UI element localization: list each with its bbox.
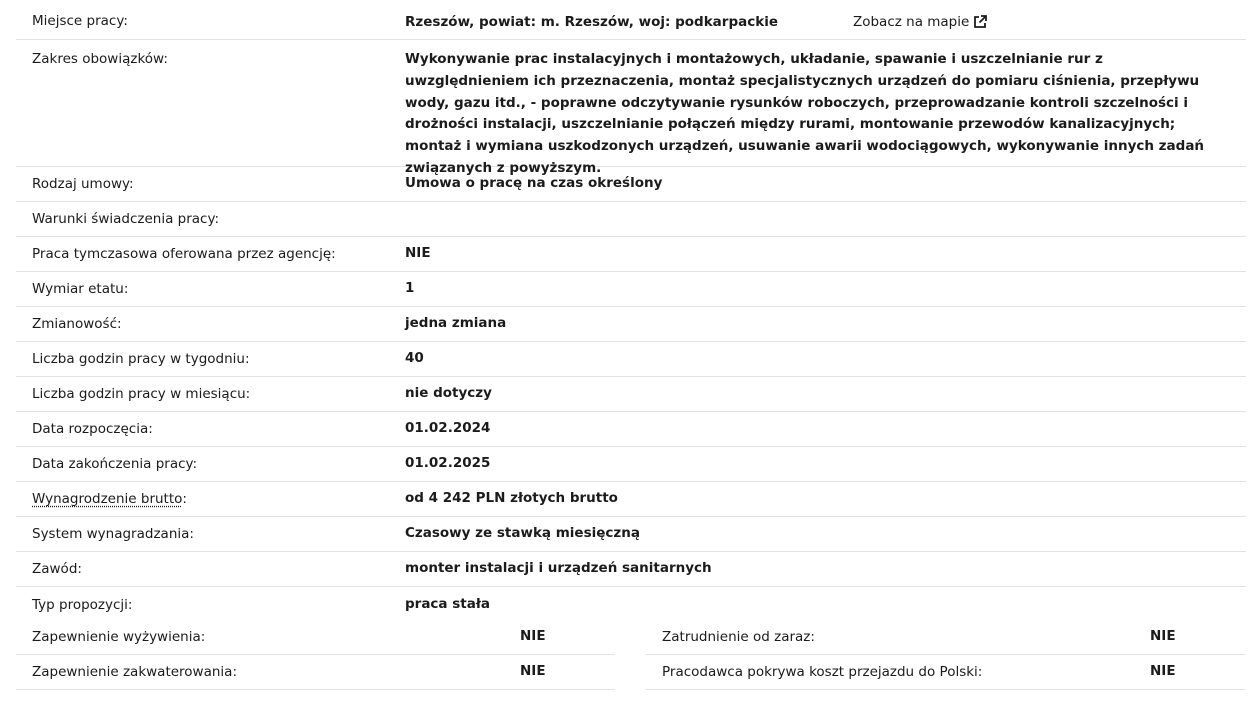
row-value: NIE	[405, 245, 431, 262]
row-value: 1	[405, 280, 415, 297]
row-label: Zatrudnienie od zaraz:	[662, 629, 815, 645]
row-label: Data rozpoczęcia:	[32, 421, 153, 437]
row-label: Pracodawca pokrywa koszt przejazdu do Polski:	[662, 664, 983, 680]
row-value: Czasowy ze stawką miesięczną	[405, 525, 640, 542]
row-value: od 4 242 PLN złotych brutto	[405, 490, 618, 507]
row-hours-month	[16, 377, 1246, 412]
location-value: Rzeszów, powiat: m. Rzeszów, woj: podkarpackie	[405, 14, 778, 30]
salary-tooltip-term[interactable]: Wynagrodzenie brutto	[32, 491, 183, 507]
row-agency	[16, 237, 1246, 272]
row-value: 01.02.2024	[405, 420, 491, 437]
row-label: Data zakończenia pracy:	[32, 456, 198, 472]
row-value: NIE	[520, 628, 546, 645]
row-value: NIE	[520, 663, 546, 680]
row-contract-type	[16, 167, 1246, 202]
map-link-label: Zobacz na mapie	[852, 14, 970, 30]
row-location	[16, 0, 1246, 40]
row-value: NIE	[1150, 628, 1176, 645]
map-link[interactable]	[853, 12, 987, 32]
row-immediate-hire	[646, 620, 1245, 655]
row-label: Zapewnienie zakwaterowania:	[32, 664, 237, 680]
row-value: 40	[405, 350, 424, 367]
benefits-left-column	[16, 620, 615, 690]
row-value: praca stała	[405, 595, 490, 612]
row-end-date	[16, 447, 1246, 482]
external-link-icon	[973, 15, 987, 29]
row-label	[16, 489, 405, 509]
row-work-conditions	[16, 202, 1246, 237]
row-label: Wymiar etatu:	[32, 281, 129, 297]
row-shifts	[16, 307, 1246, 342]
row-pay-system	[16, 517, 1246, 552]
row-label: Typ propozycji:	[32, 596, 133, 613]
row-meals	[16, 620, 615, 655]
row-label: System wynagradzania:	[32, 526, 194, 542]
benefits-right-column	[646, 620, 1245, 690]
row-label: Liczba godzin pracy w miesiącu:	[32, 386, 251, 402]
row-value: nie dotyczy	[405, 385, 492, 402]
row-hours-week	[16, 342, 1246, 377]
row-travel-cost	[646, 655, 1245, 690]
job-details-table	[16, 0, 1246, 622]
benefits-section	[16, 620, 1246, 690]
row-salary	[16, 482, 1246, 517]
row-label: Praca tymczasowa oferowana przez agencję:	[32, 246, 336, 262]
row-value: jedna zmiana	[405, 315, 507, 332]
row-value	[405, 11, 1246, 32]
row-value: 01.02.2025	[405, 455, 491, 472]
row-value: NIE	[1150, 663, 1176, 680]
row-duties	[16, 40, 1246, 176]
row-offer-type	[16, 587, 1246, 622]
row-value: Umowa o pracę na czas określony	[405, 175, 663, 192]
row-label: Zmianowość:	[32, 316, 122, 332]
row-label: Miejsce pracy:	[32, 13, 128, 29]
row-fte	[16, 272, 1246, 307]
row-label: Warunki świadczenia pracy:	[32, 211, 220, 227]
row-accommodation	[16, 655, 615, 690]
row-value: monter instalacji i urządzeń sanitarnych	[405, 560, 712, 577]
label-colon: :	[182, 491, 187, 507]
row-label: Zapewnienie wyżywienia:	[32, 629, 206, 645]
row-label: Zakres obowiązków:	[32, 51, 168, 67]
row-label: Rodzaj umowy:	[32, 176, 134, 192]
row-label: Zawód:	[32, 561, 82, 577]
row-value: Wykonywanie prac instalacyjnych i montażowych, układanie, spawanie i uszczelnianie rur z uwzględnieniem ich przeznaczenia, montaż specjalistycznych urządzeń do pomiaru ciśnienia, przepływu wody, gazu itd., - poprawne odczytywanie rysunków roboczych, przeprowadzanie kontroli szczelności i drożności instalacji, uszczelnianie połączeń między rurami, montowanie przewodów kanalizacyjnych; montaż i wymiana uszkodzonych urządzeń, usuwanie awarii wodociągowych, wykonywanie innych zadań związanych z powyższym.	[405, 51, 1205, 176]
row-start-date	[16, 412, 1246, 447]
row-occupation	[16, 552, 1246, 587]
row-label: Liczba godzin pracy w tygodniu:	[32, 351, 250, 367]
